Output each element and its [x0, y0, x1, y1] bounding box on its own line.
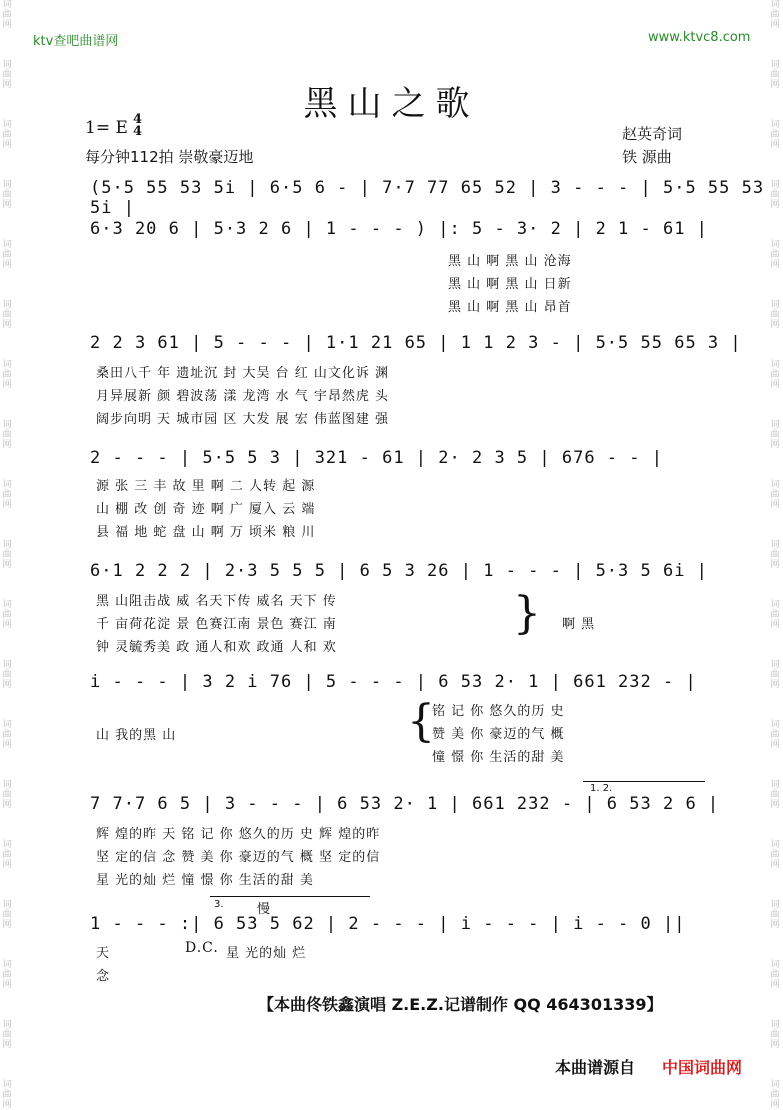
score-row-2: 6·3 20 6 | 5·3 2 6 | 1 - - - ) |: 5 - 3· 2 | 2 1 - 61 | — [90, 219, 708, 239]
header-site-right[interactable]: www.ktvc8.com — [648, 30, 751, 45]
watermark-text: 词 曲 网 — [770, 720, 780, 750]
lyric-brace-2: { — [407, 696, 435, 747]
watermark-text: 词 曲 网 — [2, 360, 12, 390]
watermark-text: 词 曲 网 — [770, 240, 780, 270]
watermark-text: 词 曲 网 — [770, 780, 780, 810]
watermark-text: 词 曲 网 — [2, 960, 12, 990]
watermark-text: 词 曲 网 — [770, 840, 780, 870]
row7-lyric-2: 坚 定的信 念 赞 美 你 豪迈的气 概 坚 定的信 — [96, 850, 381, 865]
watermark-text: 词 曲 网 — [770, 1020, 780, 1050]
row3-lyric-2: 月异展新 颜 碧波荡 漾 龙湾 水 气 宇昂然虎 头 — [96, 389, 390, 404]
score-row-8: 1 - - - :| 6 53 5 62 | 2 - - - | i - - - | i - - 0 || — [90, 914, 686, 934]
volta-12-label: 1. 2. — [590, 783, 613, 794]
row7-lyric-1: 辉 煌的昨 天 铭 记 你 悠久的历 史 辉 煌的昨 — [96, 827, 381, 842]
lyric-brace-1: } — [513, 588, 541, 639]
row6-lyric-2: 赞 美 你 豪迈的气 概 — [432, 727, 565, 742]
watermark-text: 词 曲 网 — [770, 540, 780, 570]
row5-lyric-2: 千 亩荷花淀 景 色赛江南 景色 赛江 南 — [96, 617, 337, 632]
key-signature: 1= E — [85, 118, 128, 138]
watermark-text: 词 曲 网 — [770, 1080, 780, 1110]
lyricist: 赵英奇词 — [622, 125, 683, 143]
row2-lyric-2: 黑 山 啊 黑 山 日新 — [448, 277, 572, 292]
time-sig-bottom: 4 — [133, 124, 143, 139]
watermark-text: 词 曲 网 — [2, 0, 12, 30]
watermark-text: 词 曲 网 — [2, 240, 12, 270]
row4-lyric-1: 源 张 三 丰 故 里 啊 二 人转 起 源 — [96, 479, 316, 494]
footer-source-site[interactable]: 中国词曲网 — [662, 1058, 743, 1077]
row3-lyric-3: 阔步向明 天 城市园 区 大发 展 宏 伟蓝图建 强 — [96, 412, 390, 427]
score-row-4: 2 - - - | 5·5 5 3 | 321 - 61 | 2· 2 3 5 | 676 - - | — [90, 448, 663, 468]
watermark-text: 词 曲 网 — [2, 1080, 12, 1110]
score-row-5: 6·1 2 2 2 | 2·3 5 5 5 | 6 5 3 26 | 1 - - - | 5·3 5 6i | — [90, 561, 708, 581]
watermark-text: 词 曲 网 — [770, 60, 780, 90]
row2-lyric-3: 黑 山 啊 黑 山 昂首 — [448, 300, 572, 315]
time-signature — [133, 114, 142, 138]
row8-lyric-a2: 念 — [96, 969, 111, 984]
watermark-text: 词 曲 网 — [770, 480, 780, 510]
watermark-text: 词 曲 网 — [2, 180, 12, 210]
watermark-text: 词 曲 网 — [770, 960, 780, 990]
watermark-text: 词 曲 网 — [2, 780, 12, 810]
footer-source-label: 本曲谱源自 — [555, 1058, 636, 1077]
row7-lyric-3: 星 光的灿 烂 憧 憬 你 生活的甜 美 — [96, 873, 314, 888]
performance-credit: 【本曲佟铁鑫演唱 Z.E.Z.记谱制作 QQ 464301339】 — [258, 995, 663, 1014]
time-sig-top: 4 — [133, 112, 143, 127]
watermark-text: 词 曲 网 — [770, 900, 780, 930]
watermark-text: 词 曲 网 — [2, 300, 12, 330]
row2-lyric-1: 黑 山 啊 黑 山 沧海 — [448, 254, 572, 269]
watermark-text: 词 曲 网 — [770, 300, 780, 330]
header-site-left[interactable]: ktv查吧曲谱网 — [33, 34, 119, 49]
watermark-text: 词 曲 网 — [2, 660, 12, 690]
composer: 铁 源曲 — [622, 148, 672, 166]
volta-12-bracket — [583, 781, 705, 782]
tempo-marking: 每分钟112拍 崇敬豪迈地 — [85, 148, 254, 166]
row8-lyric-b: 星 光的灿 烂 — [226, 946, 307, 961]
volta-3-label: 3. — [214, 899, 224, 910]
row3-lyric-1: 桑田八千 年 遗址沉 封 大吴 台 红 山文化诉 渊 — [96, 366, 390, 381]
row8-lyric-a1: 天 — [96, 946, 111, 961]
score-row-3: 2 2 3 61 | 5 - - - | 1·1 21 65 | 1 1 2 3 - | 5·5 55 65 3 | — [90, 333, 742, 353]
watermark-text: 词 曲 网 — [2, 720, 12, 750]
watermark-text: 词 曲 网 — [770, 120, 780, 150]
watermark-text: 词 曲 网 — [2, 840, 12, 870]
row4-lyric-3: 县 福 地 蛇 盘 山 啊 万 顷米 粮 川 — [96, 525, 316, 540]
watermark-text: 词 曲 网 — [2, 900, 12, 930]
watermark-text: 词 曲 网 — [2, 120, 12, 150]
watermark-text: 词 曲 网 — [770, 0, 780, 30]
row5-lyric-right: 啊 黑 — [562, 617, 596, 632]
watermark-text: 词 曲 网 — [2, 420, 12, 450]
watermark-text: 词 曲 网 — [770, 600, 780, 630]
row6-lyric-3: 憧 憬 你 生活的甜 美 — [432, 750, 565, 765]
score-row-7: 7 7·7 6 5 | 3 - - - | 6 53 2· 1 | 661 232 - | 6 53 2 6 | — [90, 794, 720, 814]
watermark-text: 词 曲 网 — [770, 660, 780, 690]
score-row-6: i - - - | 3 2 i 76 | 5 - - - | 6 53 2· 1 | 661 232 - | — [90, 672, 697, 692]
row5-lyric-1: 黑 山阻击战 威 名天下传 威名 天下 传 — [96, 594, 337, 609]
watermark-text: 词 曲 网 — [2, 60, 12, 90]
row6-lyric-1: 铭 记 你 悠久的历 史 — [432, 704, 565, 719]
slow-marking: 慢 — [257, 902, 272, 917]
watermark-text: 词 曲 网 — [2, 1020, 12, 1050]
row4-lyric-2: 山 棚 改 创 奇 迹 啊 广 厦入 云 端 — [96, 502, 316, 517]
row5-lyric-3: 钟 灵毓秀美 政 通人和欢 政通 人和 欢 — [96, 640, 337, 655]
watermark-text: 词 曲 网 — [770, 180, 780, 210]
watermark-text: 词 曲 网 — [770, 420, 780, 450]
watermark-text: 词 曲 网 — [2, 540, 12, 570]
watermark-text: 词 曲 网 — [2, 480, 12, 510]
dc-marking: D.C. — [185, 940, 219, 956]
watermark-text: 词 曲 网 — [770, 360, 780, 390]
song-title: 黑山之歌 — [303, 84, 480, 124]
watermark-text: 词 曲 网 — [2, 600, 12, 630]
volta-3-bracket — [210, 896, 370, 897]
score-row-1: (5·5 55 53 5i | 6·5 6 - | 7·7 77 65 52 | 3 - - - | 5·5 55 53 5i | — [90, 178, 765, 218]
row6-lyric-left: 山 我的黑 山 — [96, 728, 177, 743]
